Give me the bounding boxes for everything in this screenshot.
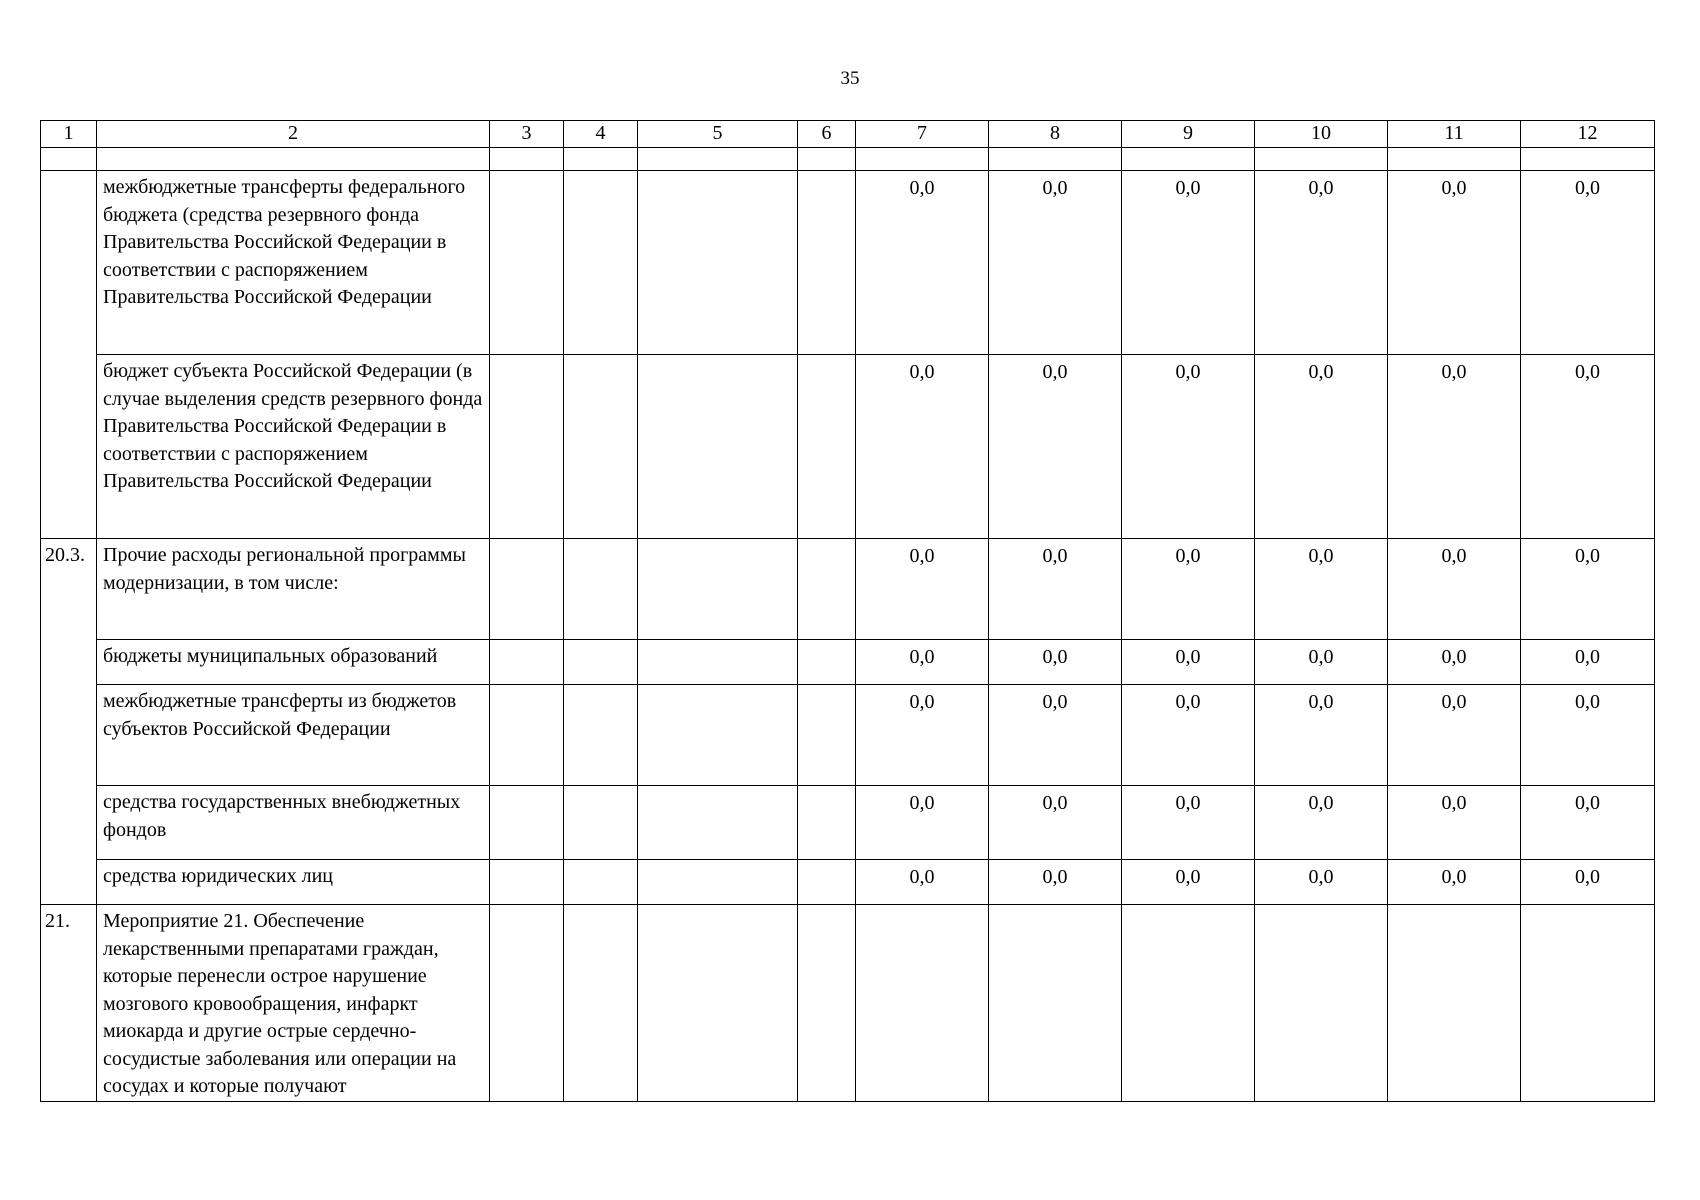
table-row	[41, 640, 1655, 685]
empty-cell	[638, 539, 798, 640]
row-description-cell: бюджеты муниципальных образований	[97, 640, 490, 685]
row-description-cell: бюджет субъекта Российской Федерации (в случае выделения средств резервного фонда Правительства Российской Федерации в соответствии с распоряжением Правительства Российской Федерации	[97, 355, 490, 539]
column-header: 3	[490, 121, 564, 148]
empty-cell	[490, 860, 564, 905]
value-cell-col-8: 0,0	[989, 786, 1122, 860]
spacer-cell	[1122, 148, 1255, 171]
value-cell-col-7: 0,0	[856, 640, 989, 685]
table-row	[41, 786, 1655, 860]
empty-cell	[490, 539, 564, 640]
value-cell-col-7: 0,0	[856, 171, 989, 355]
column-header: 12	[1521, 121, 1655, 148]
spacer-cell	[564, 148, 638, 171]
value-cell-col-8: 0,0	[989, 355, 1122, 539]
column-header-row	[41, 121, 1655, 148]
empty-cell	[490, 355, 564, 539]
empty-cell	[798, 685, 856, 786]
empty-cell	[638, 786, 798, 860]
empty-cell	[564, 640, 638, 685]
empty-cell	[798, 860, 856, 905]
value-cell-col-10: 0,0	[1255, 640, 1388, 685]
column-header: 1	[41, 121, 97, 148]
spacer-cell	[1521, 148, 1655, 171]
value-cell-col-9: 0,0	[1122, 640, 1255, 685]
value-cell-col-10	[1255, 905, 1388, 1102]
spacer-cell	[490, 148, 564, 171]
value-cell-col-8	[989, 905, 1122, 1102]
row-number-cell: 21.	[41, 905, 97, 1102]
column-header: 6	[798, 121, 856, 148]
budget-table	[40, 120, 1655, 1102]
value-cell-col-11: 0,0	[1388, 171, 1521, 355]
value-cell-col-8: 0,0	[989, 539, 1122, 640]
row-description-cell: Прочие расходы региональной программы модернизации, в том числе:	[97, 539, 490, 640]
table-row	[41, 355, 1655, 539]
spacer-cell	[798, 148, 856, 171]
table-body	[41, 121, 1655, 1102]
value-cell-col-9: 0,0	[1122, 539, 1255, 640]
value-cell-col-11	[1388, 905, 1521, 1102]
value-cell-col-11: 0,0	[1388, 640, 1521, 685]
value-cell-col-11: 0,0	[1388, 685, 1521, 786]
empty-cell	[564, 786, 638, 860]
row-description-cell: средства государственных внебюджетных фондов	[97, 786, 490, 860]
empty-cell	[564, 860, 638, 905]
value-cell-col-10: 0,0	[1255, 171, 1388, 355]
page-number: 35	[840, 68, 860, 89]
value-cell-col-12	[1521, 905, 1655, 1102]
empty-cell	[564, 905, 638, 1102]
empty-cell	[490, 640, 564, 685]
spacer-cell	[41, 148, 97, 171]
value-cell-col-12: 0,0	[1521, 171, 1655, 355]
empty-cell	[798, 539, 856, 640]
spacer-cell	[856, 148, 989, 171]
column-header: 8	[989, 121, 1122, 148]
empty-cell	[798, 786, 856, 860]
column-header: 10	[1255, 121, 1388, 148]
value-cell-col-11: 0,0	[1388, 539, 1521, 640]
value-cell-col-7	[856, 905, 989, 1102]
row-description-cell: межбюджетные трансферты федерального бюджета (средства резервного фонда Правительства Российской Федерации в соответствии с распоряжением Правительства Российской Федерации	[97, 171, 490, 355]
value-cell-col-7: 0,0	[856, 355, 989, 539]
column-header: 7	[856, 121, 989, 148]
value-cell-col-7: 0,0	[856, 860, 989, 905]
table-row	[41, 171, 1655, 355]
empty-cell	[490, 905, 564, 1102]
empty-cell	[564, 171, 638, 355]
value-cell-col-11: 0,0	[1388, 860, 1521, 905]
value-cell-col-9: 0,0	[1122, 355, 1255, 539]
empty-cell	[638, 860, 798, 905]
column-header: 5	[638, 121, 798, 148]
value-cell-col-12: 0,0	[1521, 539, 1655, 640]
empty-cell	[798, 355, 856, 539]
value-cell-col-12: 0,0	[1521, 640, 1655, 685]
column-header: 11	[1388, 121, 1521, 148]
value-cell-col-9	[1122, 905, 1255, 1102]
spacer-cell	[1388, 148, 1521, 171]
empty-cell	[798, 905, 856, 1102]
value-cell-col-11: 0,0	[1388, 786, 1521, 860]
value-cell-col-10: 0,0	[1255, 860, 1388, 905]
empty-cell	[798, 171, 856, 355]
value-cell-col-10: 0,0	[1255, 539, 1388, 640]
spacer-cell	[638, 148, 798, 171]
table-row	[41, 860, 1655, 905]
row-description-cell: Мероприятие 21. Обеспечение лекарственными препаратами граждан, которые перенесли острое нарушение мозгового кровообращения, инфаркт миокарда и другие острые сердечно-сосудистые заболевания или операции на сосудах и которые получают	[97, 905, 490, 1102]
value-cell-col-9: 0,0	[1122, 685, 1255, 786]
value-cell-col-12: 0,0	[1521, 685, 1655, 786]
value-cell-col-9: 0,0	[1122, 860, 1255, 905]
value-cell-col-8: 0,0	[989, 860, 1122, 905]
empty-cell	[638, 640, 798, 685]
value-cell-col-7: 0,0	[856, 685, 989, 786]
table-row	[41, 685, 1655, 786]
value-cell-col-12: 0,0	[1521, 860, 1655, 905]
spacer-cell	[97, 148, 490, 171]
column-header: 4	[564, 121, 638, 148]
table-row	[41, 539, 1655, 640]
row-number-cell: 20.3.	[41, 539, 97, 905]
value-cell-col-11: 0,0	[1388, 355, 1521, 539]
empty-cell	[638, 171, 798, 355]
value-cell-col-12: 0,0	[1521, 355, 1655, 539]
row-description-cell: межбюджетные трансферты из бюджетов субъектов Российской Федерации	[97, 685, 490, 786]
empty-cell	[564, 539, 638, 640]
value-cell-col-10: 0,0	[1255, 786, 1388, 860]
value-cell-col-10: 0,0	[1255, 355, 1388, 539]
empty-cell	[798, 640, 856, 685]
value-cell-col-9: 0,0	[1122, 171, 1255, 355]
spacer-row	[41, 148, 1655, 171]
value-cell-col-10: 0,0	[1255, 685, 1388, 786]
empty-cell	[490, 171, 564, 355]
value-cell-col-8: 0,0	[989, 171, 1122, 355]
empty-cell	[490, 786, 564, 860]
empty-cell	[638, 355, 798, 539]
empty-cell	[490, 685, 564, 786]
spacer-cell	[989, 148, 1122, 171]
table-row	[41, 905, 1655, 1102]
row-number-cell	[41, 171, 97, 539]
value-cell-col-9: 0,0	[1122, 786, 1255, 860]
value-cell-col-8: 0,0	[989, 685, 1122, 786]
empty-cell	[638, 685, 798, 786]
column-header: 2	[97, 121, 490, 148]
spacer-cell	[1255, 148, 1388, 171]
value-cell-col-7: 0,0	[856, 539, 989, 640]
empty-cell	[564, 685, 638, 786]
empty-cell	[564, 355, 638, 539]
row-description-cell: средства юридических лиц	[97, 860, 490, 905]
value-cell-col-8: 0,0	[989, 640, 1122, 685]
value-cell-col-12: 0,0	[1521, 786, 1655, 860]
column-header: 9	[1122, 121, 1255, 148]
empty-cell	[638, 905, 798, 1102]
value-cell-col-7: 0,0	[856, 786, 989, 860]
